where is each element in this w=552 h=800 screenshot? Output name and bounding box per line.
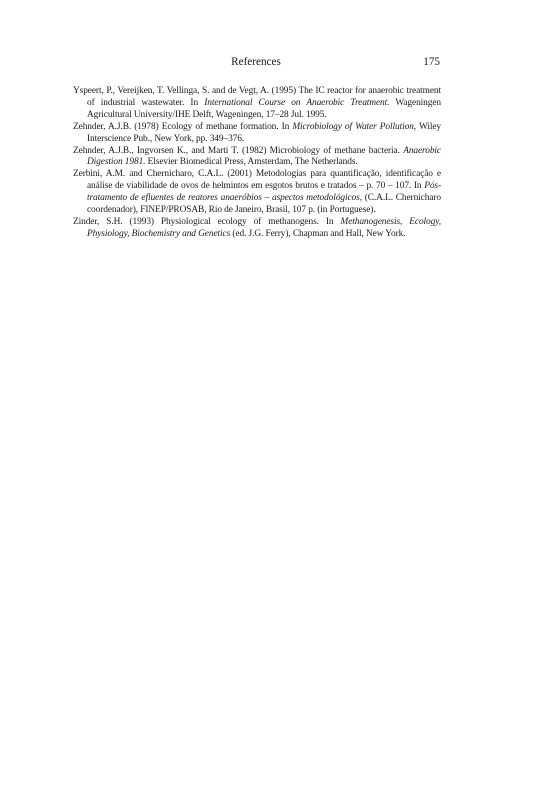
running-head — [72, 54, 440, 70]
reference-entry — [73, 86, 441, 122]
reference-list — [73, 86, 441, 241]
reference-entry — [73, 169, 441, 217]
reference-text: Zerbini, A.M. and Chernicharo, C.A.L. (2001) Metodologias para quantificação, identificação e análise de viabilidade de ovos de helmintos em esgotos brutos e tratados – p. 70 – 107. In — [73, 169, 441, 192]
reference-text: Zehnder, A.J.B., Ingvorsen K., and Marti T. (1982) Microbiology of methane bacteria. — [73, 145, 404, 156]
reference-entry — [73, 217, 441, 241]
reference-text: Zehnder, A.J.B. (1978) Ecology of methane formation. In — [73, 121, 293, 132]
reference-source-title: Methanogenesis, Ecology, Physiology, Biochemistry and Genetics — [87, 216, 441, 239]
reference-publisher: , Wiley Interscience Pub., New York, pp. 349–376. — [87, 121, 441, 144]
reference-entry — [73, 146, 441, 170]
reference-source-title: Pós-tratamento de efluentes de reatores anaeróbios – aspectos metodológicos — [87, 181, 441, 204]
reference-publisher: , (C.A.L. Chernicharo coordenador), FINEP/PROSAB, Rio de Janeiro, Brasil, 107 p. (in Portuguese). — [87, 193, 441, 216]
reference-text: Zinder, S.H. (1993) Physiological ecology of methanogens. In — [73, 216, 341, 227]
reference-entry — [73, 122, 441, 146]
running-title: References — [231, 56, 281, 68]
reference-publisher: Wageningen Agricultural University/IHE Delft, Wageningen, 17–28 Jul. 1995. — [87, 97, 441, 120]
reference-source-title: International Course on Anaerobic Treatment. — [204, 97, 390, 108]
reference-publisher: Elsevier Biomedical Press, Amsterdam, The Netherlands. — [145, 157, 358, 168]
reference-source-title: Anaerobic Digestion 1981. — [87, 145, 441, 168]
reference-publisher: (ed. J.G. Ferry), Chapman and Hall, New York. — [230, 228, 406, 239]
reference-source-title: Microbiology of Water Pollution — [292, 121, 414, 132]
reference-text: Yspeert, P., Vereijken, T. Vellinga, S. and de Vegt, A. (1995) The IC reactor for anaerobic treatment of industrial wastewater. In — [73, 86, 441, 108]
page-number: 175 — [423, 56, 440, 68]
